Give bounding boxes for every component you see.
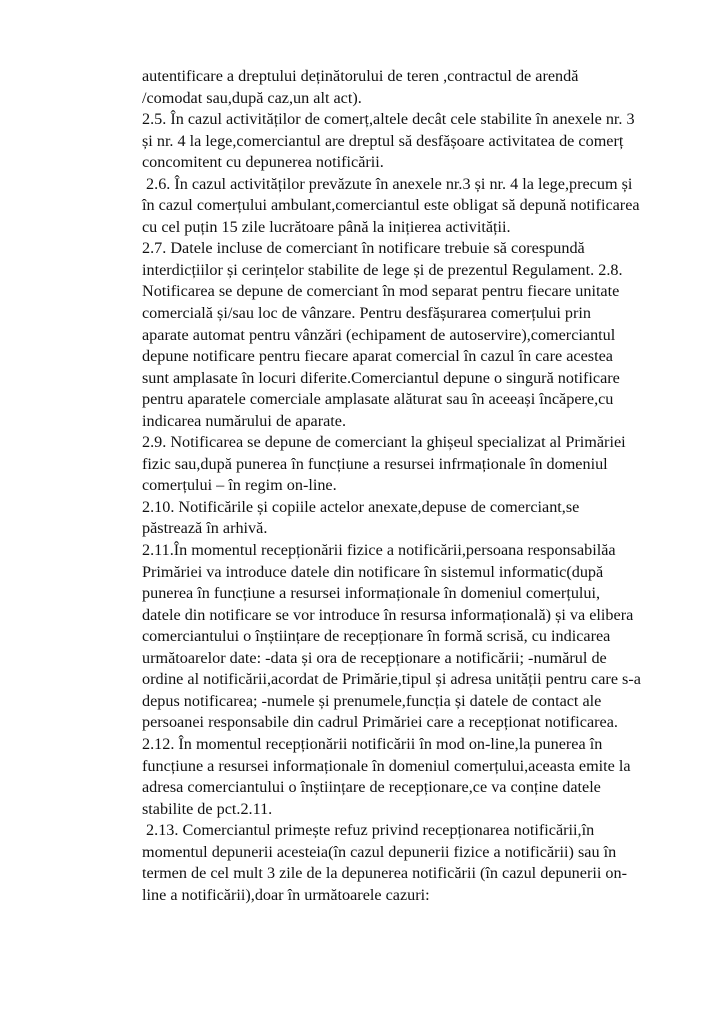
text-line: /comodat sau,după caz,un alt act). <box>142 88 362 107</box>
text-line: cu cel puțin 15 zile lucrătoare până la inițierea activității. <box>142 217 511 236</box>
text-line: stabilite de pct.2.11. <box>142 799 273 818</box>
text-line: punerea în funcțiune a resursei informaționale în domeniul comerțului, <box>142 584 601 603</box>
text-line: 2.6. În cazul activităților prevăzute în anexele nr.3 și nr. 4 la lege,precum și <box>142 174 633 193</box>
text-line: persoanei responsabile din cadrul Primăriei care a recepționat notificarea. <box>142 713 618 732</box>
text-line: Notificarea se depune de comerciant în mod separat pentru fiecare unitate <box>142 282 620 301</box>
text-line: ordine al notificării,acordat de Primărie,tipul și adresa unității pentru care s-a <box>142 670 641 689</box>
text-line: indicarea numărului de aparate. <box>142 411 347 430</box>
text-line: 2.10. Notificările și copiile actelor anexate,depuse de comerciant,se <box>142 497 580 516</box>
text-line: termen de cel mult 3 zile de la depunerea notificării (în cazul depunerii on- <box>142 864 627 883</box>
text-line: Primăriei va introduce datele din notificare în sistemul informatic(după <box>142 562 604 581</box>
text-line: line a notificării),doar în următoarele cazuri: <box>142 885 430 904</box>
text-line: 2.7. Datele incluse de comerciant în notificare trebuie să corespundă <box>142 239 585 258</box>
text-line: 2.5. În cazul activităților de comerț,altele decât cele stabilite în anexele nr. 3 <box>142 110 635 129</box>
text-line: 2.11.În momentul recepționării fizice a notificării,persoana responsabilăa <box>142 541 616 560</box>
text-line: comerciantului o înștiințare de recepționare în formă scrisă, cu indicarea <box>142 627 611 646</box>
text-line: momentul depunerii acesteia(în cazul depunerii fizice a notificării) sau în <box>142 842 617 861</box>
text-line: pentru aparatele comerciale amplasate alăturat sau în aceeași încăpere,cu <box>142 390 614 409</box>
text-line: și nr. 4 la lege,comerciantul are dreptul să desfășoare activitatea de comerț <box>142 131 624 150</box>
text-line: funcțiune a resursei informaționale în domeniul comerțului,aceasta emite la <box>142 756 631 775</box>
text-line: fizic sau,după punerea în funcțiune a resursei infrmaționale în domeniul <box>142 454 608 473</box>
text-line: datele din notificare se vor introduce în resursa informațională) și va elibera <box>142 605 634 624</box>
text-line: comerțului – în regim on-line. <box>142 476 337 495</box>
text-line: 2.13. Comerciantul primește refuz privind recepționarea notificării,în <box>142 821 595 840</box>
text-line: depus notificarea; -numele și prenumele,funcția și datele de contact ale <box>142 691 602 710</box>
text-line: aparate automat pentru vânzări (echipament de autoservire),comerciantul <box>142 325 616 344</box>
text-line: concomitent cu depunerea notificării. <box>142 153 384 172</box>
text-line: sunt amplasate în locuri diferite.Comerciantul depune o singură notificare <box>142 368 620 387</box>
document-body <box>142 66 712 906</box>
text-line: în cazul comerțului ambulant,comerciantul este obligat să depună notificarea <box>142 196 640 215</box>
text-line: comercială și/sau loc de vânzare. Pentru desfășurarea comerțului prin <box>142 304 592 323</box>
text-line: autentificare a dreptului deținătorului de teren ,contractul de arendă <box>142 67 579 85</box>
text-line: următoarelor date: -data și ora de recepționare a notificării; -numărul de <box>142 648 607 667</box>
text-line: păstrează în arhivă. <box>142 519 268 538</box>
text-line: depune notificare pentru fiecare aparat comercial în cazul în care acestea <box>142 347 613 366</box>
text-line: interdicțiilor și cerințelor stabilite de lege și de prezentul Regulament. 2.8. <box>142 260 623 279</box>
text-line: 2.12. În momentul recepționării notificării în mod on-line,la punerea în <box>142 734 603 753</box>
text-line: 2.9. Notificarea se depune de comerciant la ghișeul specializat al Primăriei <box>142 433 626 452</box>
text-line: adresa comerciantului o înștiințare de recepționare,ce va conține datele <box>142 778 601 797</box>
